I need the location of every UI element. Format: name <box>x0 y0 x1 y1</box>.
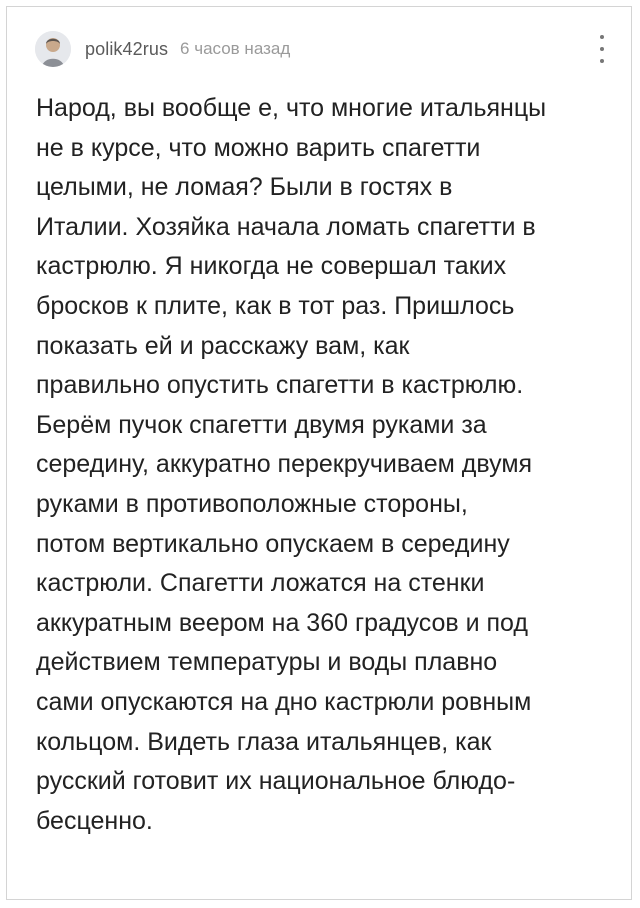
user-avatar-icon <box>35 31 71 67</box>
username-link[interactable]: polik42rus <box>85 38 169 59</box>
comment-body: Народ, вы вообще е, что многие итальянцы не в курсе, что можно варить спагетти целыми, не ломая? Были в гостях в Италии. Хозяйка начала ломать спагетти в кастрюлю. Я никогда не совершал таких бросков к плите, как в тот раз. Пришлось показать ей и расскажу вам, как правильно опустить спагетти в кастрюлю. Берём пучок спагетти двумя руками за середину, аккуратно перекручиваем двумя руками в противоположные стороны, потом вертикально опускаем в середину кастрюли. Спагетти ложатся на стенки аккуратным веером на 360 градусов и под действием температуры и воды плавно сами опускаются на дно кастрюли ровным кольцом. Видеть глаза итальянцев, как русский готовит их национальное блюдо- бесценно. <box>36 94 547 835</box>
comment-header <box>35 29 290 69</box>
avatar[interactable] <box>35 31 71 67</box>
timestamp: 6 часов назад <box>180 39 291 58</box>
screenshot-frame <box>6 6 632 900</box>
comment <box>7 7 631 899</box>
more-vertical-icon-dot <box>600 47 604 51</box>
more-options-button[interactable] <box>595 31 609 67</box>
more-vertical-icon <box>600 35 604 39</box>
more-vertical-icon-dot <box>600 59 604 63</box>
